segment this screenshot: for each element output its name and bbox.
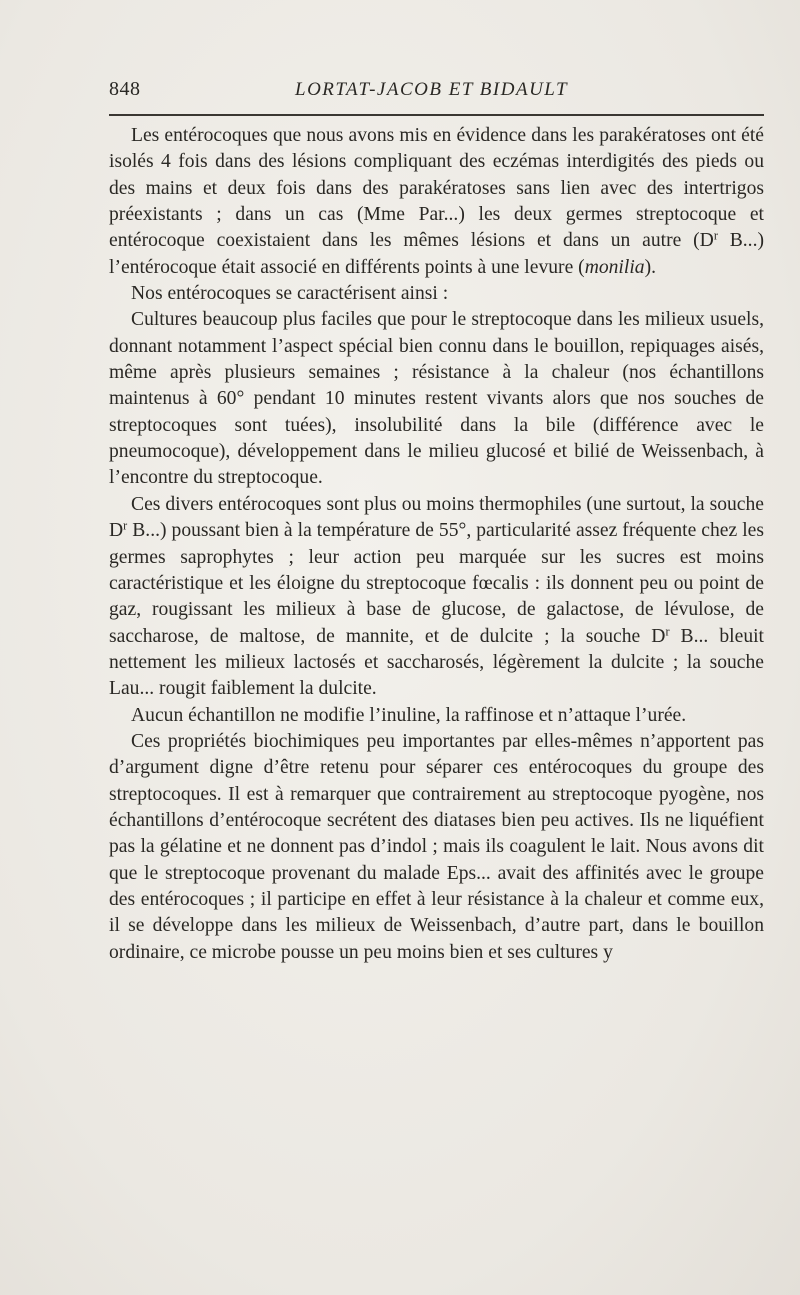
paragraph-4: Ces divers entérocoques sont plus ou moins thermophiles (une surtout, la souche $D^r$ B...) poussant bien à la température de 55°, particularité assez fréquente chez les germes saprophytes ; leur action peu marquée sur les sucres est moins caractéristique et les éloigne du streptocoque fœcalis : ils donnent peu ou point de gaz, rougissant les milieux à base de glucose, de galactose, de lévulose, de saccharose, de maltose, de mannite, et de dulcite ; la souche $D^r$ B... bleuit nettement les milieux lactosés et saccharosés, légèrement la dulcite ; la souche Lau... rougit faiblement la dulcite. (109, 493, 765, 700)
page-number: 848 (109, 78, 141, 100)
body-text (109, 123, 764, 966)
paragraph-6: Ces propriétés biochimiques peu importantes par elles-mêmes n’apportent pas d’argument digne d’être retenu pour séparer ces entérocoques du groupe des streptocoques. Il est à remarquer que contrairement au streptocoque pyogène, nos échantillons d’entérocoque secrétent des diatases bien peu actives. Ils ne liquéfient pas la gélatine et ne donnent pas d’indol ; mais ils coagulent le lait. Nous avons dit que le streptocoque provenant du malade Eps... avait des affinités avec le groupe des entérocoques ; il participe en effet à leur résistance à la chaleur et comme eux, il se développe dans les milieux de Weissenbach, d’autre part, dans le bouillon ordinaire, ce microbe pousse un peu moins bien et ses cultures y (109, 730, 764, 963)
page-header (109, 76, 764, 106)
paragraph-3: Cultures beaucoup plus faciles que pour le streptocoque dans les milieux usuels, donnant notamment l’aspect spécial bien connu dans le bouillon, repiquages aisés, même après plusieurs semaines ; résistance à la chaleur (nos échantillons maintenus à 60° pendant 10 minutes restent vivants alors que nos souches de streptocoques sont tuées), insolubilité dans la bile (différence avec le pneumocoque), développement dans le milieu glucosé et bilié de Weissenbach, à l’encontre du streptocoque. (109, 309, 764, 489)
paragraph-2: Nos entérocoques se caractérisent ainsi : (131, 283, 449, 305)
paragraph-1: Les entérocoques que nous avons mis en évidence dans les parakératoses ont été isolés 4 fois dans des lésions compliquant des eczémas interdigités des pieds ou des mains et deux fois dans des parakératoses sans lien avec des intertrigos préexistants ; dans un cas (Mme Par...) les deux germes streptocoque et entérocoque coexistaient dans les mêmes lésions et dans un autre ($D^r$ B...) l’entérocoque était associé en différents points à une levure (monilia). (109, 125, 764, 278)
header-rule (109, 114, 764, 116)
running-head: LORTAT-JACOB ET BIDAULT (295, 79, 569, 100)
paragraph-5: Aucun échantillon ne modifie l’inuline, la raffinose et n’attaque l’urée. (131, 704, 687, 726)
